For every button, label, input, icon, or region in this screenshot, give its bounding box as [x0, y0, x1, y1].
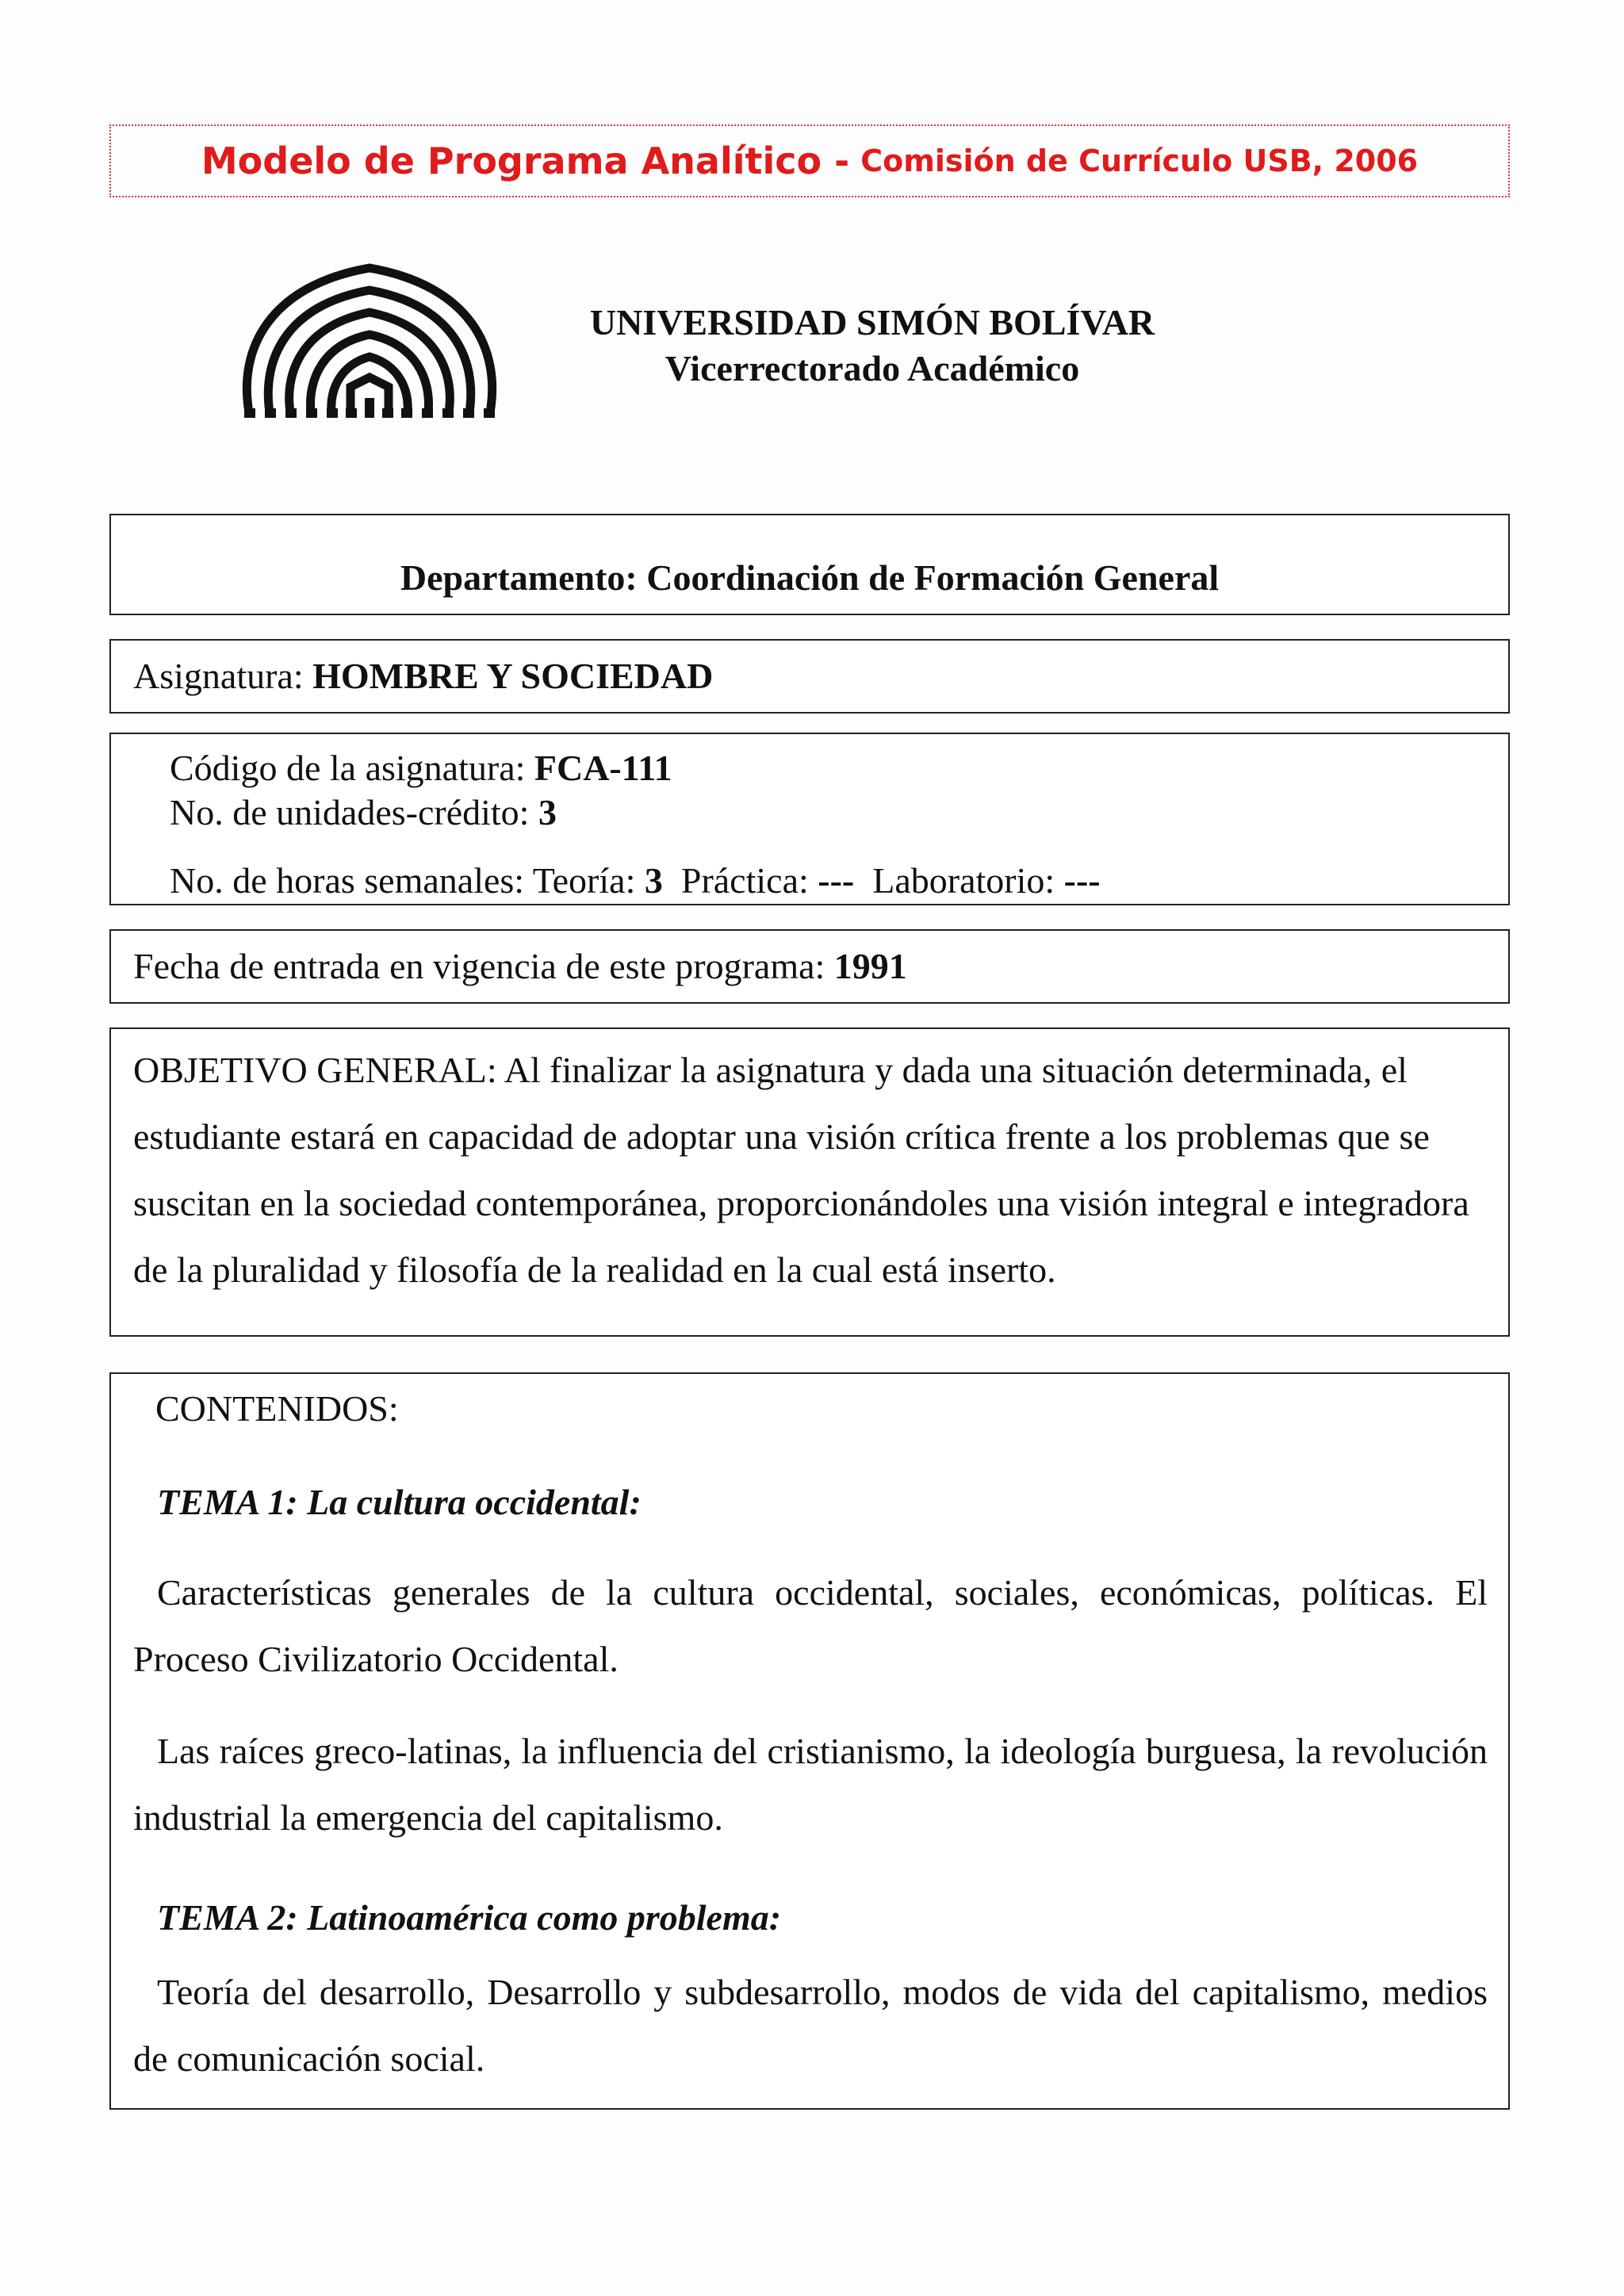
university-office: Vicerrectorado Académico	[665, 348, 1080, 388]
course-line	[133, 655, 713, 697]
weekly-hours-line	[170, 859, 1101, 901]
topic-1-paragraph-1: Características generales de la cultura occidental, sociales, económicas, políticas. El Proceso Civilizatorio Occidental.	[133, 1572, 1488, 1679]
department-label: Departamento:	[400, 557, 638, 598]
objective-text: OBJETIVO GENERAL: Al finalizar la asignatura y dada una situación determinada, el estudiante estará en capacidad de adoptar una visión crítica frente a los problemas que se suscitan en la sociedad contemporánea, proporcionándoles una visión integral e integradora de la pluralidad y filosofía de la realidad en la cual está inserto.	[133, 1050, 1469, 1290]
topic-1-paragraph-2: Las raíces greco-latinas, la influencia del cristianismo, la ideología burguesa, la revolución industrial la emergencia del capitalismo.	[133, 1731, 1488, 1838]
contents-box	[109, 1372, 1510, 2110]
course-code-label: Código de la asignatura:	[170, 748, 526, 788]
effective-date-label: Fecha de entrada en vigencia de este programa:	[133, 946, 825, 986]
lab-label: Laboratorio:	[872, 860, 1055, 901]
university-logo-icon	[238, 262, 501, 420]
university-name: UNIVERSIDAD SIMÓN BOLÍVAR	[589, 302, 1155, 342]
topic-2-title: TEMA 2: Latinoamérica como problema:	[157, 1897, 782, 1938]
banner-title: Modelo de Programa Analítico -	[201, 140, 850, 182]
practice-value: ---	[818, 860, 855, 901]
course-box	[109, 639, 1510, 714]
course-code-line	[170, 747, 672, 789]
course-label: Asignatura:	[133, 656, 304, 696]
course-value: HOMBRE Y SOCIEDAD	[312, 656, 714, 696]
header-banner	[109, 124, 1510, 197]
course-details-box	[109, 733, 1510, 905]
department-line	[111, 557, 1508, 599]
effective-date-value: 1991	[833, 946, 907, 986]
university-heading	[555, 300, 1189, 392]
department-box	[109, 514, 1510, 615]
theory-value: 3	[644, 860, 663, 901]
topic-1-title: TEMA 1: La cultura occidental:	[157, 1482, 642, 1522]
topic-2-paragraph-1: Teoría del desarrollo, Desarrollo y subdesarrollo, modos de vida del capitalismo, medios de comunicación social.	[133, 1972, 1488, 2079]
practice-label: Práctica:	[680, 860, 809, 901]
effective-date-box	[109, 929, 1510, 1004]
banner-subtitle: Comisión de Currículo USB, 2006	[860, 144, 1419, 178]
department-value: Coordinación de Formación General	[646, 557, 1220, 598]
credits-value: 3	[538, 792, 557, 832]
course-code-value: FCA-111	[534, 748, 672, 788]
hours-label: No. de horas semanales: Teoría:	[170, 860, 636, 901]
lab-value: ---	[1063, 860, 1101, 901]
credits-label: No. de unidades-crédito:	[170, 792, 530, 832]
credits-line	[170, 791, 557, 833]
contents-heading: CONTENIDOS:	[155, 1388, 399, 1429]
effective-date-line	[133, 945, 907, 987]
objective-box	[109, 1027, 1510, 1337]
